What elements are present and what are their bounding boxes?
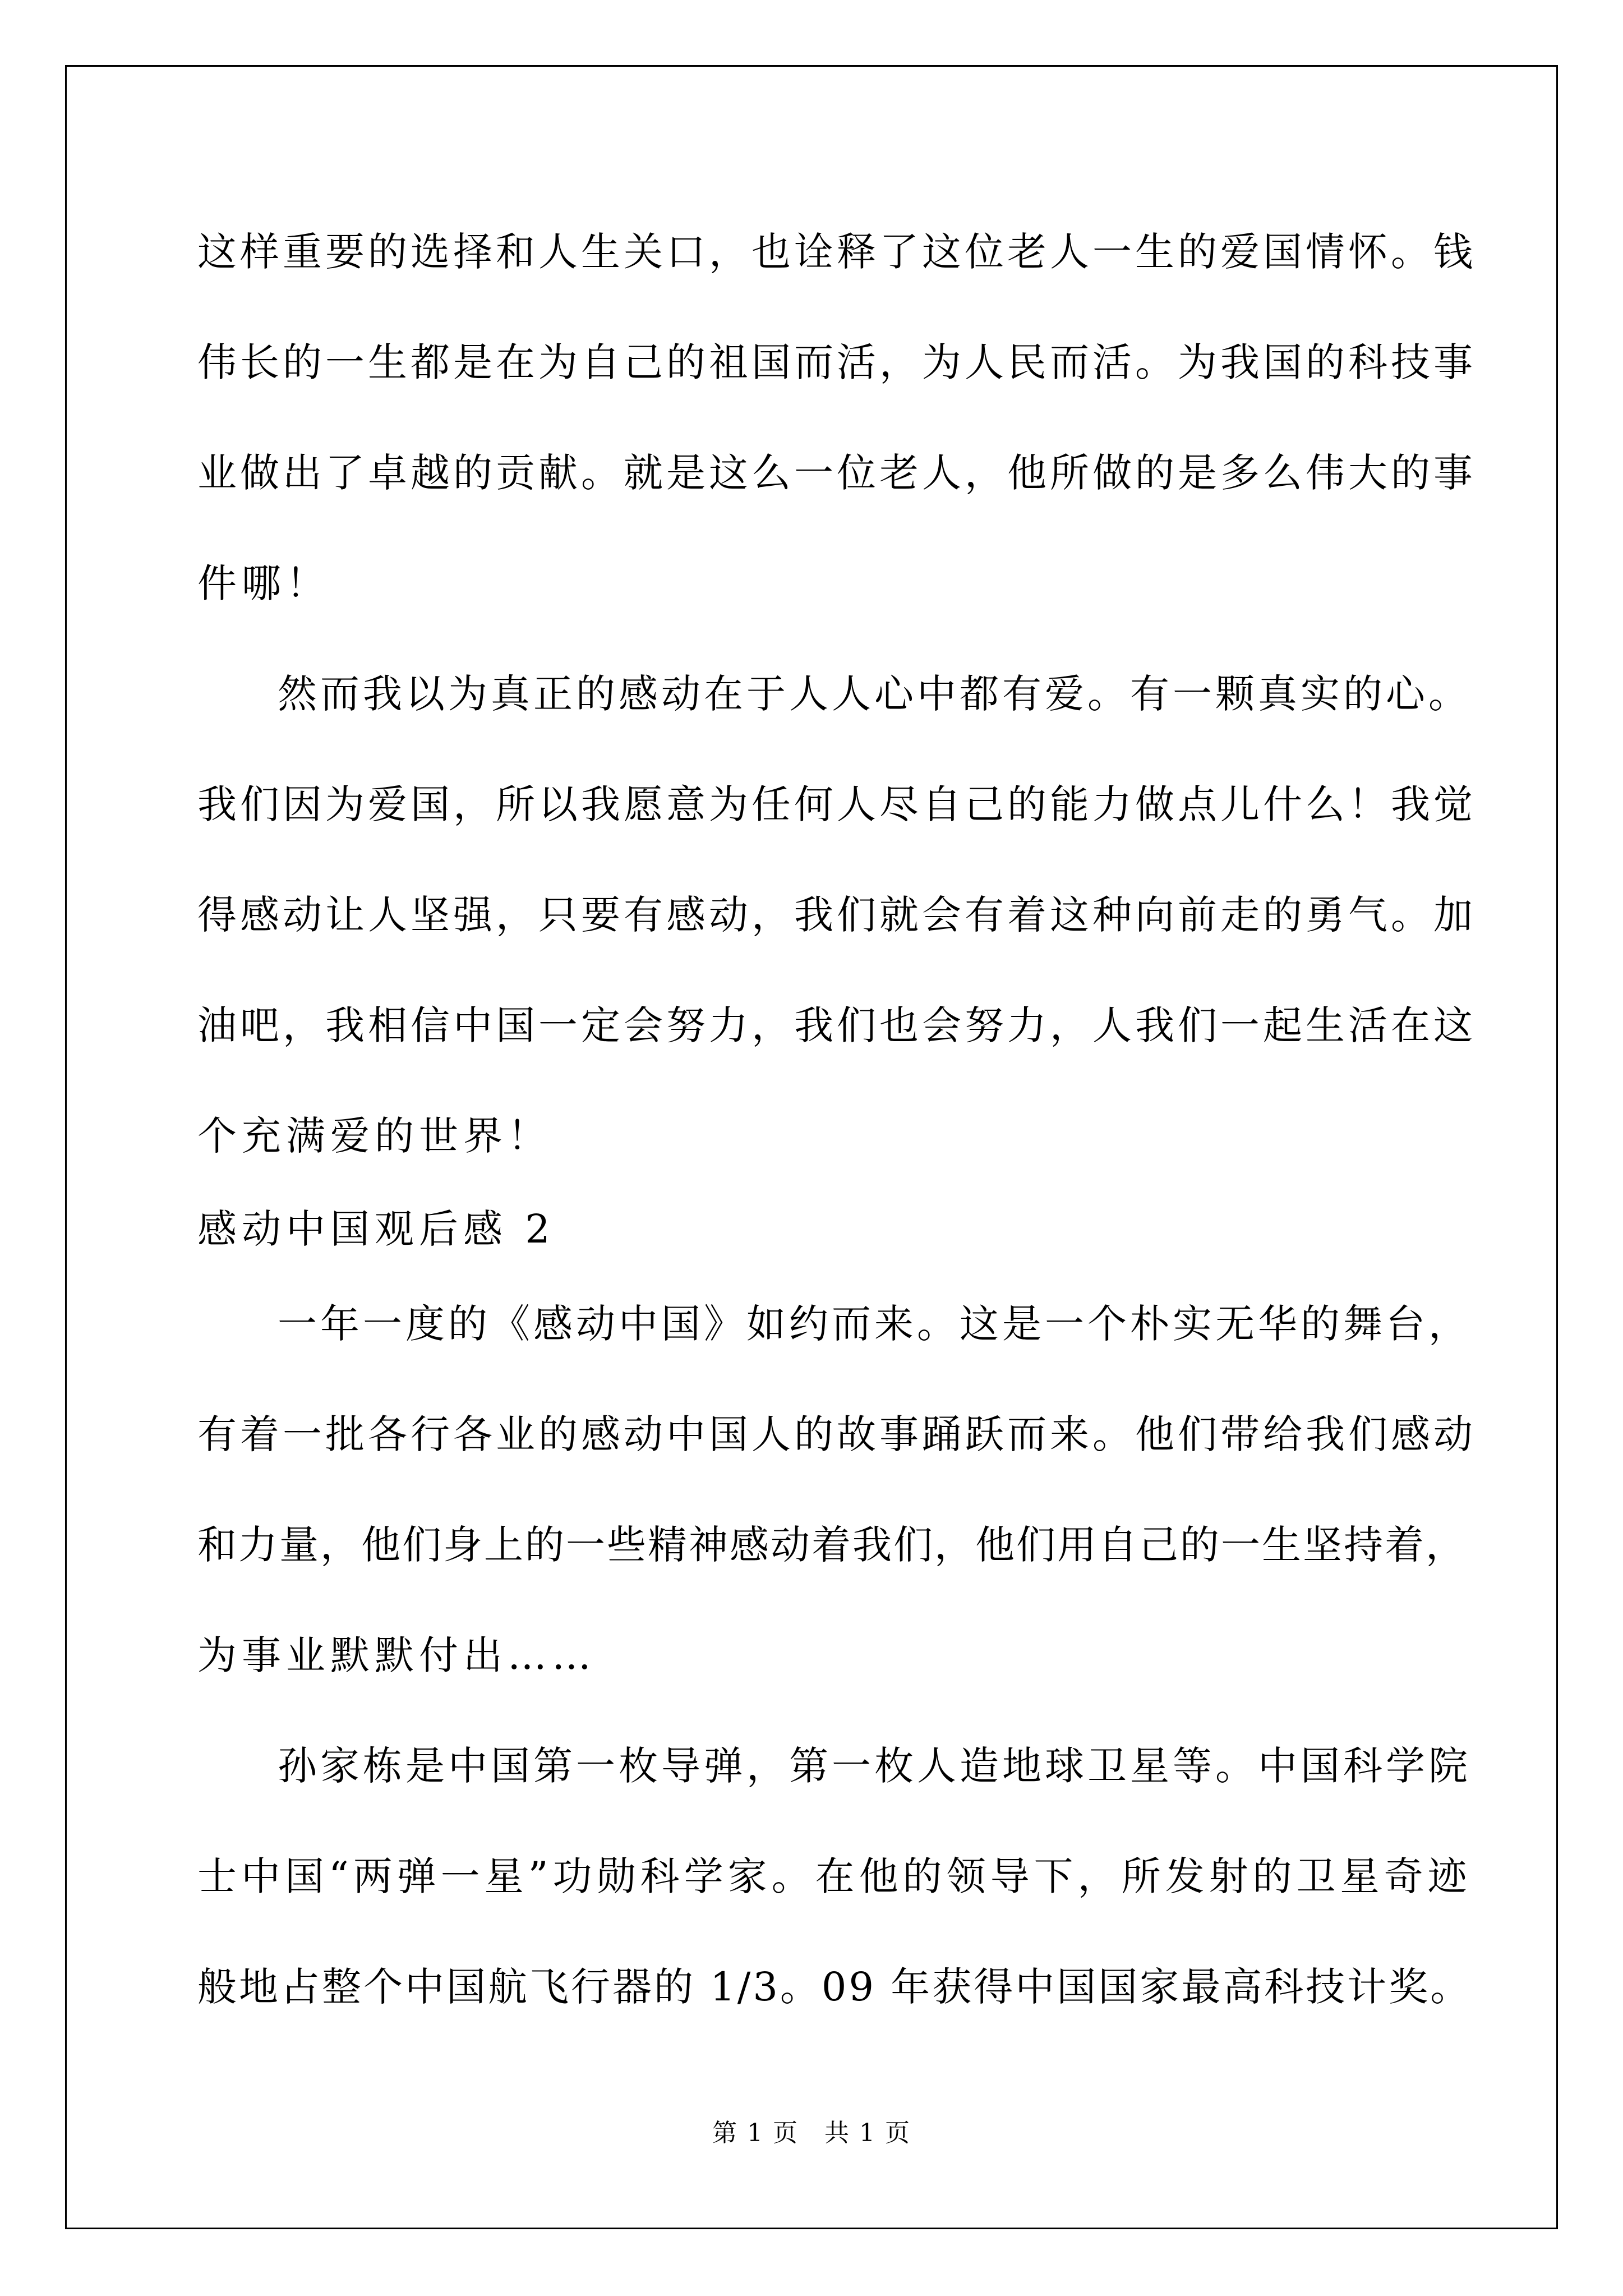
paragraph-line: 件哪！	[197, 560, 330, 606]
paragraph-line: 士中国“两弹一星”功勋科学家。在他的领导下，所发射的卫星奇迹	[197, 1853, 1472, 1899]
paragraph-line: 为事业默默付出……	[197, 1632, 596, 1678]
paragraph-line: 油吧，我相信中国一定会努力，我们也会努力，人我们一起生活在这	[197, 1002, 1476, 1048]
paragraph-line: 这样重要的选择和人生关口，也诠释了这位老人一生的爱国情怀。钱	[197, 229, 1476, 275]
paragraph-line: 我们因为爱国，所以我愿意为任何人尽自己的能力做点儿什么！我觉	[197, 781, 1476, 827]
paragraph-line: 得感动让人坚强，只要有感动，我们就会有着这种向前走的勇气。加	[197, 892, 1476, 938]
paragraph-line: 业做出了卓越的贡献。就是这么一位老人，他所做的是多么伟大的事	[197, 450, 1476, 496]
paragraph-line: 有着一批各行各业的感动中国人的故事踊跃而来。他们带给我们感动	[197, 1411, 1476, 1457]
paragraph-line: 般地占整个中国航飞行器的 1/3。09 年获得中国国家最高科技计奖。	[197, 1964, 1472, 2010]
paragraph-line: 孙家栋是中国第一枚导弹，第一枚人造地球卫星等。中国科学院	[278, 1743, 1471, 1789]
paragraph-line: 个充满爱的世界！	[197, 1113, 552, 1159]
paragraph-line: 一年一度的《感动中国》如约而来。这是一个朴实无华的舞台，	[278, 1301, 1471, 1347]
page-number-footer: 第 1 页 共 1 页	[712, 2119, 911, 2147]
section-heading: 感动中国观后感 2	[197, 1206, 555, 1252]
paragraph-line: 然而我以为真正的感动在于人人心中都有爱。有一颗真实的心。	[278, 671, 1471, 717]
paragraph-line: 伟长的一生都是在为自己的祖国而活，为人民而活。为我国的科技事	[197, 339, 1476, 385]
paragraph-line: 和力量，他们身上的一些精神感动着我们，他们用自己的一生坚持着，	[197, 1522, 1467, 1568]
